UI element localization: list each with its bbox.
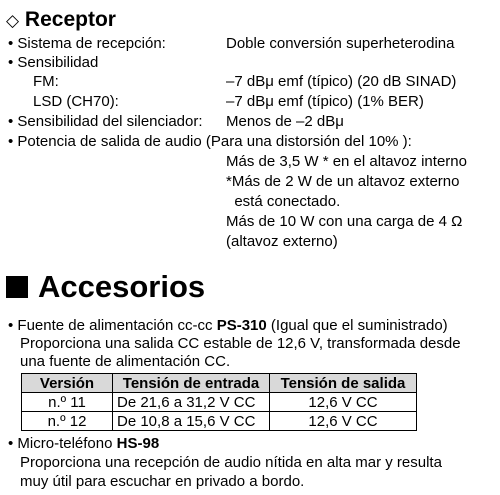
receptor-heading (6, 8, 116, 33)
item2-desc-1: Proporciona una recepción de audio nítida en alta mar y resulta (20, 454, 442, 471)
potencia-line-2: *Más de 2 W de un altavoz externo (226, 173, 460, 190)
table-header-row (22, 374, 417, 393)
item2-line (8, 435, 159, 452)
sistema-value: Doble conversión superheterodina (226, 35, 455, 52)
potencia-line-5: (altavoz externo) (226, 233, 338, 250)
potencia-line-4: Más de 10 W con una carga de 4 Ω (226, 213, 463, 230)
item1-prefix: • Fuente de alimentación cc-cc (8, 317, 217, 334)
diamond-icon: ◇ (6, 11, 20, 30)
accesorios-heading (6, 270, 205, 304)
table-header: Tensión de entrada (113, 374, 270, 393)
table-cell-input: De 21,6 a 31,2 V CC (113, 393, 270, 412)
sistema-label: • Sistema de recepción: (8, 35, 166, 52)
item1-line (8, 317, 448, 334)
potencia-line-1: Más de 3,5 W * en el altavoz interno (226, 153, 467, 170)
silenciador-value: Menos de –2 dBμ (226, 113, 344, 130)
table-row (22, 412, 417, 431)
sensibilidad-label: • Sensibilidad (8, 54, 99, 71)
item2-desc-2: muy útil para escuchar en privado a bordo. (20, 473, 305, 490)
voltage-table (21, 373, 417, 431)
table-cell-output: 12,6 V CC (270, 393, 417, 412)
item1-suffix: (Igual que el suministrado) (266, 317, 448, 334)
item2-model: HS-98 (116, 435, 160, 452)
table-cell-version: n.º 12 (22, 412, 113, 431)
square-bullet-icon (6, 276, 28, 298)
item1-desc-2: una fuente de alimentación CC. (20, 353, 231, 370)
table-header: Versión (22, 374, 113, 393)
item1-model: PS-310 (216, 317, 267, 334)
lsd-label: LSD (CH70): (33, 93, 119, 110)
table-header: Tensión de salida (270, 374, 417, 393)
table-cell-version: n.º 11 (22, 393, 113, 412)
fm-value: –7 dBμ emf (típico) (20 dB SINAD) (226, 73, 457, 90)
item2-prefix: • Micro-teléfono (8, 435, 117, 452)
potencia-line-3: está conectado. (226, 193, 341, 210)
fm-label: FM: (33, 73, 59, 90)
table-cell-input: De 10,8 a 15,6 V CC (113, 412, 270, 431)
lsd-value: –7 dBμ emf (típico) (1% BER) (226, 93, 424, 110)
silenciador-label: • Sensibilidad del silenciador: (8, 113, 203, 130)
accesorios-title: Accesorios (38, 269, 206, 304)
potencia-label: • Potencia de salida de audio (Para una distorsión del 10% ): (8, 133, 412, 150)
receptor-title: Receptor (24, 8, 116, 31)
table-cell-output: 12,6 V CC (270, 412, 417, 431)
item1-desc-1: Proporciona una salida CC estable de 12,6 V, transformada desde (20, 335, 461, 352)
table-row (22, 393, 417, 412)
